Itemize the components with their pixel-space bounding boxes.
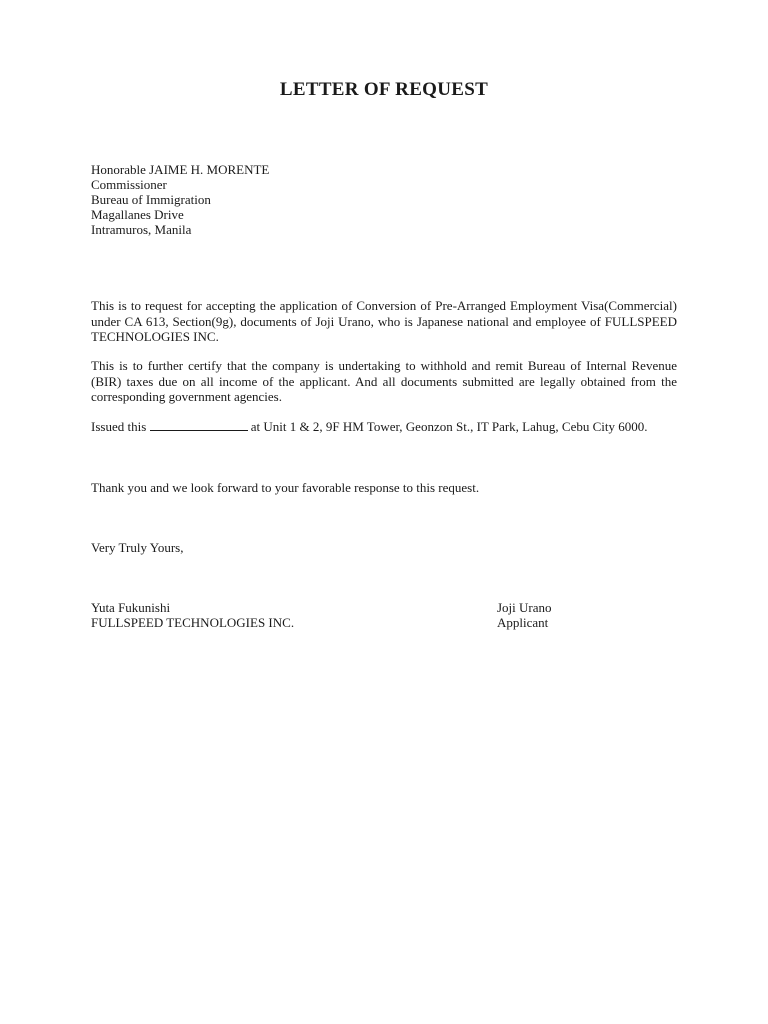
issued-prefix: Issued this	[91, 419, 150, 434]
signature-block-company	[91, 600, 294, 630]
signatory-company: FULLSPEED TECHNOLOGIES INC.	[91, 615, 295, 630]
issued-suffix: at Unit 1 & 2, 9F HM Tower, Geonzon St., IT Park, Lahug, Cebu City 6000.	[247, 419, 648, 434]
addressee-office: Bureau of Immigration	[91, 192, 211, 207]
request-paragraph: This is to request for accepting the application of Conversion of Pre-Arranged Employment Visa(Commercial) under CA 613, Section(9g), documents of Joji Urano, who is Japanese national and employee of FULLSPEED TECHNOLOGIES INC.	[91, 298, 677, 344]
date-blank-line	[150, 419, 248, 431]
addressee-name: Honorable JAIME H. MORENTE	[91, 162, 270, 177]
signatory-role: Applicant	[497, 615, 549, 630]
addressee-position: Commissioner	[91, 177, 167, 192]
issued-paragraph	[91, 419, 677, 435]
addressee-block	[91, 162, 269, 237]
addressee-city: Intramuros, Manila	[91, 222, 192, 237]
signature-block-applicant	[497, 600, 552, 630]
certify-paragraph: This is to further certify that the company is undertaking to withhold and remit Bureau of Internal Revenue (BIR) taxes due on all income of the applicant. And all documents submitted are legally obtained from the corresponding government agencies.	[91, 358, 677, 404]
page-title: LETTER OF REQUEST	[279, 79, 489, 100]
closing-salutation: Very Truly Yours,	[91, 540, 184, 555]
signatory-name-left: Yuta Fukunishi	[91, 600, 171, 615]
addressee-street: Magallanes Drive	[91, 207, 184, 222]
thanks-paragraph: Thank you and we look forward to your favorable response to this request.	[91, 480, 480, 495]
signatory-name-right: Joji Urano	[497, 600, 552, 615]
